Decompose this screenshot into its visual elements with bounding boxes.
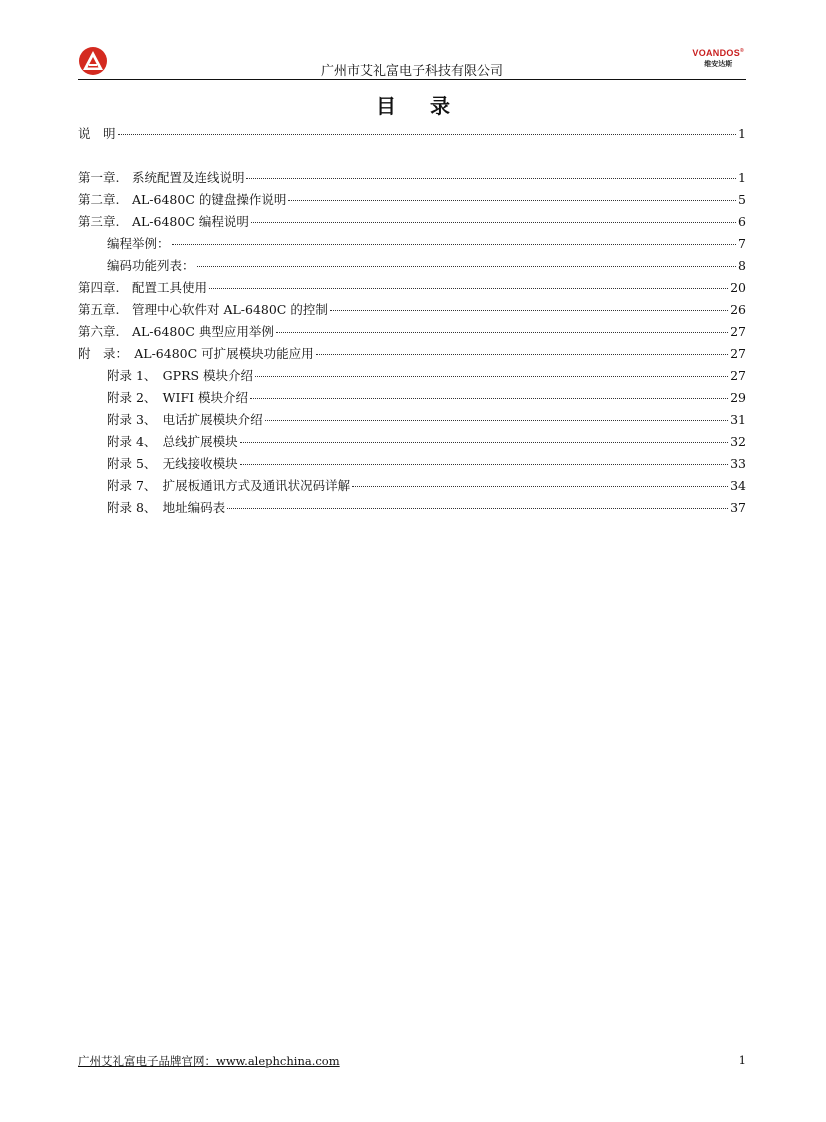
- brand-name-en: VOANDOS: [692, 48, 741, 58]
- toc-entry[interactable]: [78, 214, 746, 230]
- toc-entry-page: 1: [738, 170, 746, 185]
- toc-entry[interactable]: [78, 302, 746, 318]
- toc-entry-label: 编码功能列表：: [107, 258, 195, 273]
- registered-mark: ®: [740, 48, 744, 54]
- toc-entry-label: 编程举例：: [107, 236, 170, 251]
- brand-logo: [692, 48, 744, 69]
- toc-entry-page: 26: [730, 302, 746, 317]
- toc-entry-label: 第六章. AL-6480C 典型应用举例: [78, 324, 274, 339]
- toc-entry-page: 34: [730, 478, 746, 493]
- toc-leader-dots: [316, 354, 728, 355]
- toc-title: 目录: [376, 94, 484, 118]
- toc-leader-dots: [197, 266, 737, 267]
- toc-entry[interactable]: [107, 456, 746, 472]
- toc-leader-dots: [352, 486, 728, 487]
- toc-entry-label: 说 明: [78, 126, 116, 141]
- toc-entry-page: 20: [730, 280, 746, 295]
- toc-leader-dots: [227, 508, 728, 509]
- toc-leader-dots: [265, 420, 728, 421]
- header-divider: [78, 79, 746, 80]
- toc-entry-label: 附录 7、 扩展板通讯方式及通讯状况码详解: [107, 478, 351, 493]
- toc-entry-page: 8: [738, 258, 746, 273]
- toc-entry-label: 第三章. AL-6480C 编程说明: [78, 214, 249, 229]
- page-header: [78, 42, 746, 80]
- toc-entry-page: 37: [730, 500, 746, 515]
- toc-entry-label: 第二章. AL-6480C 的键盘操作说明: [78, 192, 287, 207]
- toc-entry[interactable]: [107, 368, 746, 384]
- toc-entry-label: 第一章. 系统配置及连线说明: [78, 170, 245, 185]
- toc-leader-dots: [246, 178, 736, 179]
- toc-entry-label: 附录 3、 电话扩展模块介绍: [107, 412, 263, 427]
- toc-leader-dots: [250, 398, 728, 399]
- toc-entry[interactable]: [107, 258, 746, 274]
- toc-entry-label: 附录 5、 无线接收模块: [107, 456, 238, 471]
- toc-entry-page: 5: [738, 192, 746, 207]
- toc-entry-label: 第四章. 配置工具使用: [78, 280, 207, 295]
- toc-entry[interactable]: [107, 434, 746, 450]
- toc-entry-page: 29: [730, 390, 746, 405]
- footer-page-number: 1: [738, 1053, 746, 1067]
- toc-entry[interactable]: [107, 390, 746, 406]
- toc-entry-page: 1: [738, 126, 746, 141]
- toc-entry-label: 附录 2、 WIFI 模块介绍: [107, 390, 249, 405]
- brand-name-cn: 维安达斯: [704, 59, 733, 68]
- toc-entry[interactable]: [78, 192, 746, 208]
- toc-entry[interactable]: [107, 236, 746, 252]
- toc-entry[interactable]: [107, 412, 746, 428]
- toc-leader-dots: [172, 244, 737, 245]
- toc-leader-dots: [288, 200, 736, 201]
- toc-leader-dots: [276, 332, 728, 333]
- toc-leader-dots: [255, 376, 728, 377]
- toc-entry-page: 27: [730, 324, 746, 339]
- toc-entry-page: 6: [738, 214, 746, 229]
- toc-entry-page: 32: [730, 434, 746, 449]
- toc-entry-label: 附录 4、 总线扩展模块: [107, 434, 238, 449]
- toc-entry[interactable]: [78, 346, 746, 362]
- toc-entry[interactable]: [78, 280, 746, 296]
- toc-leader-dots: [251, 222, 736, 223]
- footer-website-link[interactable]: 广州艾礼富电子品牌官网：www.alephchina.com: [78, 1054, 340, 1068]
- toc-entry-label: 第五章. 管理中心软件对 AL-6480C 的控制: [78, 302, 328, 317]
- toc-entry-label: 附 录： AL-6480C 可扩展模块功能应用: [78, 346, 314, 361]
- toc-entry[interactable]: [78, 324, 746, 340]
- page-footer: [78, 1053, 746, 1069]
- toc-entry-page: 27: [730, 368, 746, 383]
- toc-entry[interactable]: [78, 126, 746, 142]
- toc-entry[interactable]: [78, 170, 746, 186]
- toc-entry[interactable]: [107, 500, 746, 516]
- toc-entry-page: 27: [730, 346, 746, 361]
- company-name: 广州市艾礼富电子科技有限公司: [320, 64, 503, 79]
- toc-entry-page: 7: [738, 236, 746, 251]
- toc-entry-page: 31: [730, 412, 746, 427]
- toc-leader-dots: [118, 134, 737, 135]
- toc-entry-label: 附录 1、 GPRS 模块介绍: [107, 368, 254, 383]
- toc-leader-dots: [330, 310, 728, 311]
- toc-entry-page: 33: [730, 456, 746, 471]
- toc-leader-dots: [240, 442, 728, 443]
- toc-entry-label: 附录 8、 地址编码表: [107, 500, 226, 515]
- toc-leader-dots: [209, 288, 728, 289]
- toc-leader-dots: [240, 464, 728, 465]
- toc-entry[interactable]: [107, 478, 746, 494]
